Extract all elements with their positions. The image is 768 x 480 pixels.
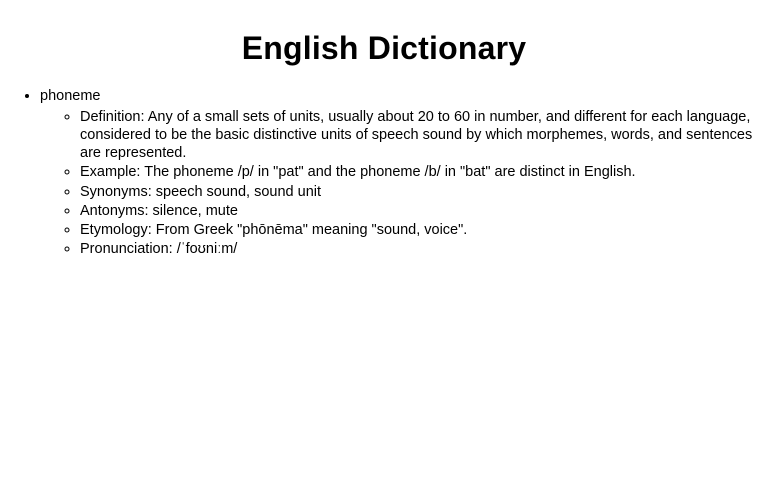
list-item: [80, 108, 760, 163]
page-title: English Dictionary: [241, 30, 527, 66]
entry-antonyms: Antonyms: silence, mute: [80, 202, 238, 219]
entry-pronunciation: Pronunciation: /ˈfoʊniːm/: [80, 241, 238, 258]
list-item: [80, 183, 760, 201]
entry-synonyms: Synonyms: speech sound, sound unit: [80, 183, 322, 200]
list-item: [80, 202, 760, 220]
list-item: [40, 87, 760, 259]
entry-term: phoneme: [40, 88, 101, 104]
dictionary-entry-list: [8, 87, 760, 259]
list-item: [80, 163, 760, 181]
list-item: [80, 240, 760, 258]
entry-definition: Definition: Any of a small sets of units, usually about 20 to 60 in number, and different for each language, considered to be the basic distinctive units of speech sound by which morphemes, words, and sentences are represented.: [80, 108, 753, 162]
entry-etymology: Etymology: From Greek "phōnēma" meaning "sound, voice".: [80, 222, 468, 239]
entry-example: Example: The phoneme /p/ in "pat" and the phoneme /b/ in "bat" are distinct in English.: [80, 164, 636, 181]
list-item: [80, 221, 760, 239]
entry-detail-list: [40, 108, 760, 259]
